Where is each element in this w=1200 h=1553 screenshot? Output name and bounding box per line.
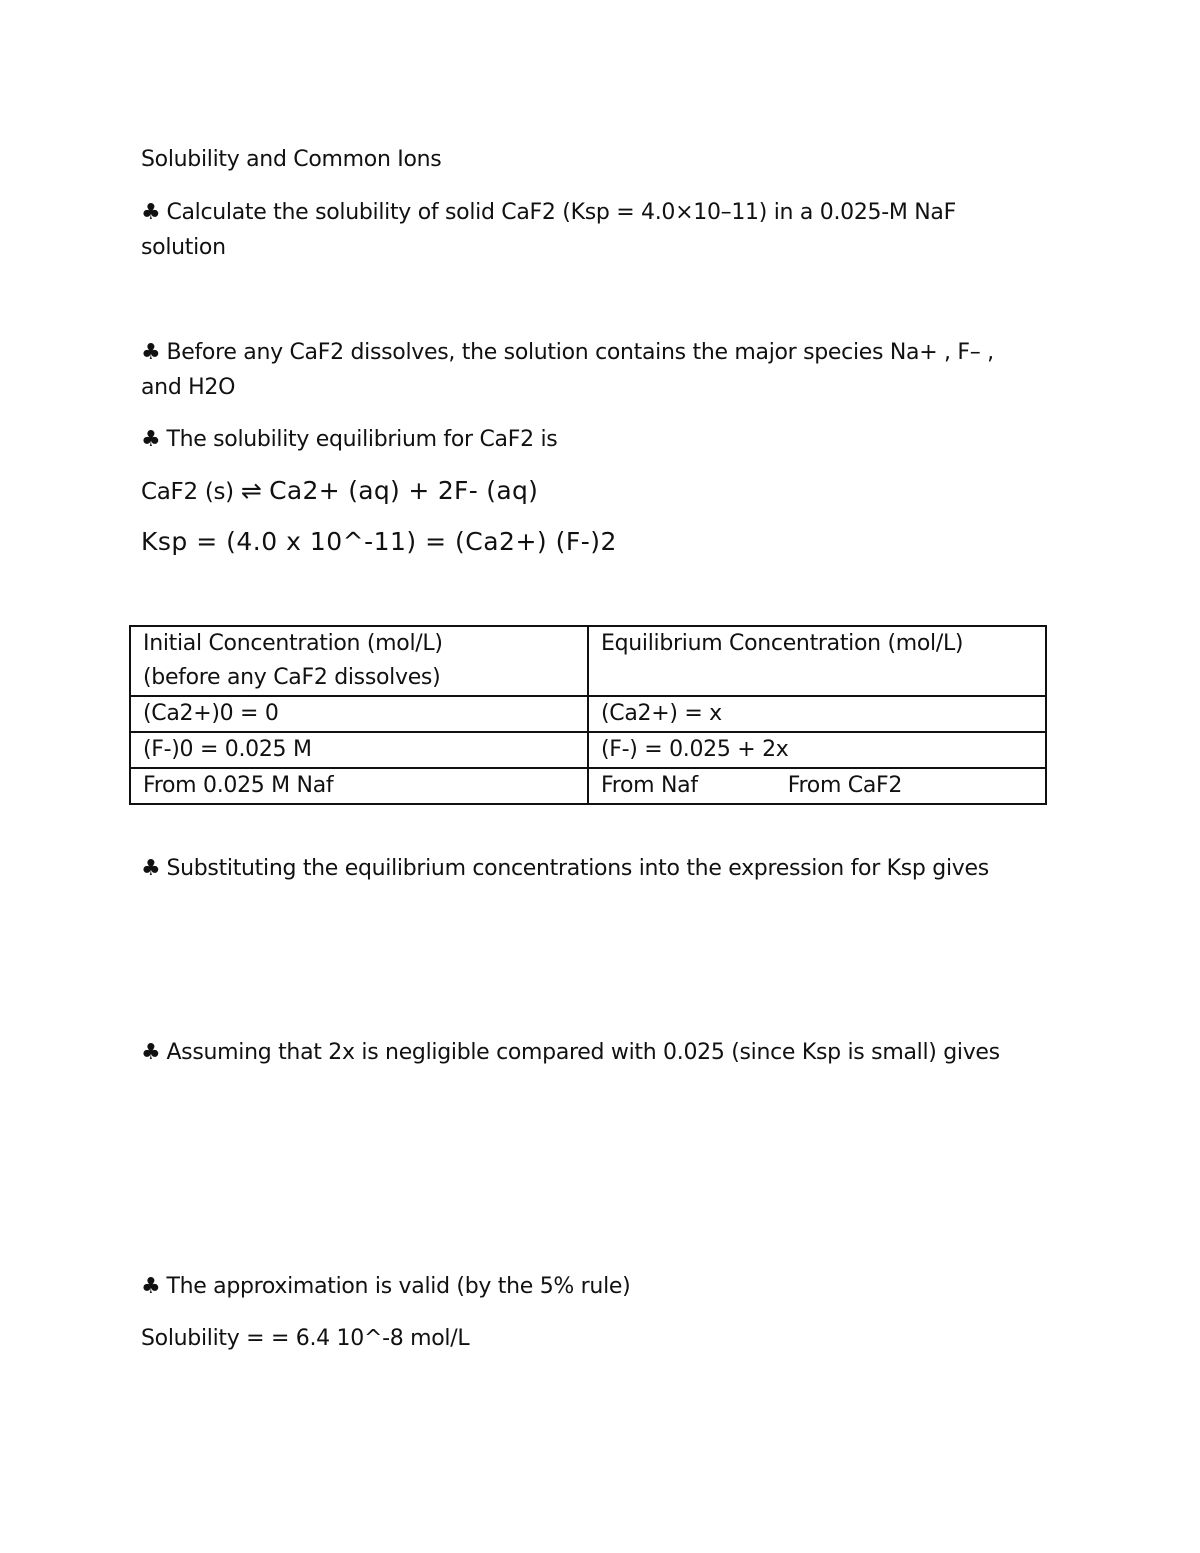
ksp-expression: Ksp = (4.0 x 10^-11) = (Ca2+) (F-)2 — [141, 527, 617, 556]
club-bullet-icon: ♣ — [141, 340, 161, 365]
cell-equilibrium: (Ca2+) = x — [588, 696, 1046, 732]
equation-right: Ca2+ (aq) + 2F- (aq) — [269, 476, 539, 505]
bullet-major-species-continued: and H2O — [141, 375, 236, 400]
bullet-assuming — [141, 1035, 1000, 1070]
bullet-calculate-continued: solution — [141, 235, 226, 260]
bullet-approximation — [141, 1269, 630, 1304]
club-bullet-icon: ♣ — [141, 1040, 161, 1065]
cell-initial: (Ca2+)0 = 0 — [130, 696, 588, 732]
source-caf2: From CaF2 — [787, 773, 903, 798]
cell-source-equilibrium — [588, 768, 1046, 804]
equation-left: CaF2 (s) — [141, 479, 234, 505]
source-naf: From Naf — [601, 773, 698, 798]
cell-source-initial: From 0.025 M Naf — [130, 768, 588, 804]
bullet-text: Before any CaF2 dissolves, the solution contains the major species Na+ , F– , — [166, 340, 994, 365]
club-bullet-icon: ♣ — [141, 1274, 161, 1299]
bullet-major-species — [141, 335, 994, 370]
solubility-result: Solubility = = 6.4 10^-8 mol/L — [141, 1326, 470, 1351]
bullet-text: Calculate the solubility of solid CaF2 (Ksp = 4.0×10–11) in a 0.025-M NaF — [166, 200, 956, 225]
club-bullet-icon: ♣ — [141, 856, 161, 881]
header-equilibrium: Equilibrium Concentration (mol/L) — [588, 626, 1046, 696]
concentration-table — [129, 625, 1047, 805]
cell-equilibrium: (F-) = 0.025 + 2x — [588, 732, 1046, 768]
table-row — [130, 732, 1046, 768]
bullet-substituting — [141, 851, 989, 886]
equilibrium-equation — [141, 473, 538, 510]
bullet-text: The solubility equilibrium for CaF2 is — [166, 427, 558, 452]
club-bullet-icon: ♣ — [141, 427, 161, 452]
club-bullet-icon: ♣ — [141, 200, 161, 225]
header-initial: Initial Concentration (mol/L) (before any CaF2 dissolves) — [130, 626, 588, 696]
bullet-text: Substituting the equilibrium concentrations into the expression for Ksp gives — [166, 856, 989, 881]
table-row — [130, 768, 1046, 804]
bullet-text: Assuming that 2x is negligible compared with 0.025 (since Ksp is small) gives — [166, 1040, 1000, 1065]
bullet-text: The approximation is valid (by the 5% rule) — [166, 1274, 631, 1299]
equilibrium-arrow-icon: ⇌ — [240, 476, 263, 505]
cell-initial: (F-)0 = 0.025 M — [130, 732, 588, 768]
document-title: Solubility and Common Ions — [141, 147, 442, 172]
bullet-calculate — [141, 195, 956, 230]
bullet-equilibrium — [141, 422, 557, 457]
table-row — [130, 696, 1046, 732]
table-header-row — [130, 626, 1046, 696]
